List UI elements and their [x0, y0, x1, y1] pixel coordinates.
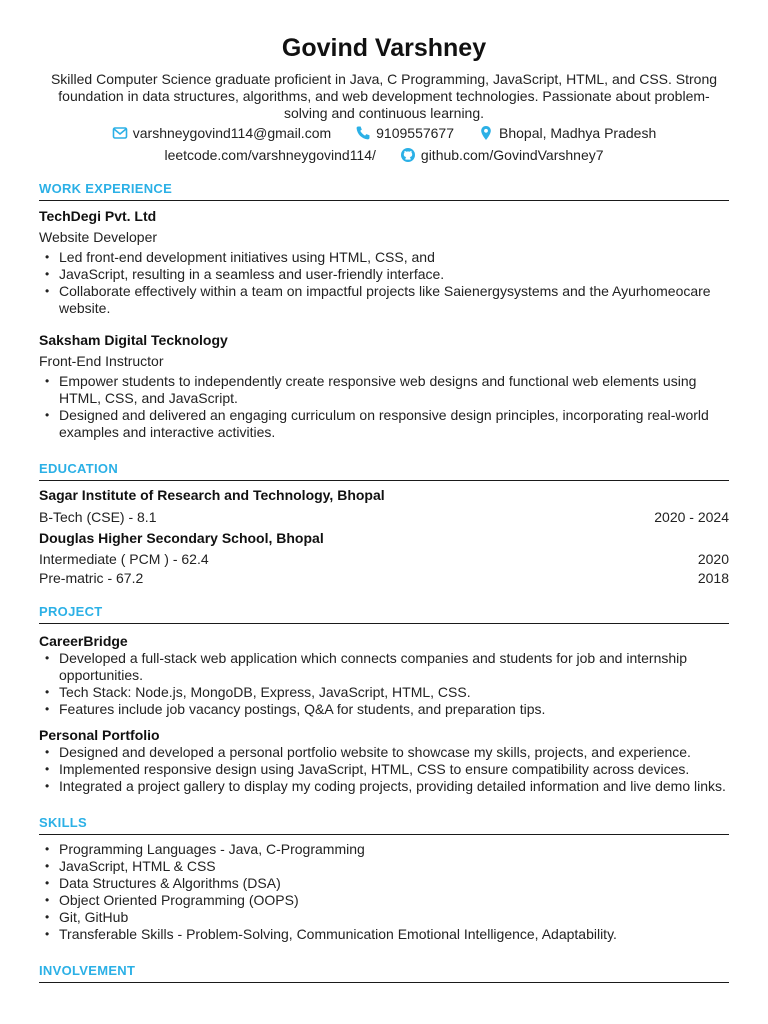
degree-date: 2020 - 2024: [654, 509, 729, 525]
project-bullets: [39, 650, 729, 718]
project-bullets: [39, 744, 729, 795]
list-item: • Empower students to independently create responsive web designs and functional web elements using HTML, CSS, and JavaScript.: [39, 373, 729, 407]
list-item: • Object Oriented Programming (OOPS): [39, 892, 729, 909]
list-item: • Developed a full-stack web application which connects companies and students for job and internship opportunities.: [39, 650, 729, 684]
envelope-icon: [112, 125, 128, 141]
list-item: • Tech Stack: Node.js, MongoDB, Express, JavaScript, HTML, CSS.: [39, 684, 729, 701]
degree-label: Intermediate ( PCM ) - 62.4: [39, 551, 209, 567]
job-bullets: [39, 249, 729, 317]
list-item: • Features include job vacancy postings, Q&A for students, and preparation tips.: [39, 701, 729, 718]
list-item: • Programming Languages - Java, C-Programming: [39, 841, 729, 858]
project-name: Personal Portfolio: [39, 727, 160, 743]
github-icon: [400, 147, 416, 163]
section-title-education: EDUCATION: [39, 461, 729, 481]
contact-row-links: [39, 147, 729, 163]
candidate-name: Govind Varshney: [281, 34, 487, 62]
job-role: Front-End Instructor: [39, 353, 164, 369]
degree-label: B-Tech (CSE) - 8.1: [39, 509, 157, 525]
degree-date: 2018: [697, 570, 729, 586]
leetcode-text: leetcode.com/varshneygovind114/: [164, 147, 376, 163]
location-item: [478, 125, 656, 141]
education-entry: [39, 509, 729, 525]
skills-bullets: [39, 841, 729, 943]
list-item: • JavaScript, resulting in a seamless and user-friendly interface.: [39, 266, 729, 283]
contact-row-primary: [39, 125, 729, 141]
phone-text: 9109557677: [376, 125, 455, 141]
list-item: • Designed and developed a personal portfolio website to showcase my skills, projects, and experience.: [39, 744, 729, 761]
github-link[interactable]: [400, 147, 604, 163]
map-pin-icon: [478, 125, 494, 141]
list-item: • Implemented responsive design using JavaScript, HTML, CSS to ensure compatibility across devices.: [39, 761, 729, 778]
job-bullets: [39, 373, 729, 441]
phone-item[interactable]: [355, 125, 454, 141]
project-name: CareerBridge: [39, 633, 128, 649]
email-text: varshneygovind114@gmail.com: [132, 125, 332, 141]
degree-date: 2020: [697, 551, 729, 567]
degree-label: Pre-matric - 67.2: [39, 570, 144, 586]
school-name: Sagar Institute of Research and Technology, Bhopal: [39, 487, 385, 503]
email-item[interactable]: [112, 125, 331, 141]
list-item: • Designed and delivered an engaging curriculum on responsive design principles, incorporating real-world examples and interactive activities.: [39, 407, 729, 441]
section-title-project: PROJECT: [39, 604, 729, 624]
location-text: Bhopal, Madhya Pradesh: [499, 125, 657, 141]
school-name: Douglas Higher Secondary School, Bhopal: [39, 530, 324, 546]
list-item: • Integrated a project gallery to display my coding projects, providing detailed information and live demo links.: [39, 778, 729, 795]
education-entry: [39, 551, 729, 567]
section-title-skills: SKILLS: [39, 815, 729, 835]
list-item: • Data Structures & Algorithms (DSA): [39, 875, 729, 892]
education-entry: [39, 570, 729, 586]
list-item: • JavaScript, HTML & CSS: [39, 858, 729, 875]
job-company: TechDegi Pvt. Ltd: [39, 208, 157, 224]
job-role: Website Developer: [39, 229, 158, 245]
github-text: github.com/GovindVarshney7: [420, 147, 604, 163]
job-company: Saksham Digital Tecknology: [39, 332, 228, 348]
section-title-work: WORK EXPERIENCE: [39, 181, 729, 201]
phone-icon: [355, 125, 371, 141]
list-item: • Collaborate effectively within a team on impactful projects like Saienergysystems and the Ayurhomeocare website.: [39, 283, 729, 317]
leetcode-link[interactable]: [164, 147, 375, 163]
section-title-involvement: INVOLVEMENT: [39, 963, 729, 983]
list-item: • Transferable Skills - Problem-Solving, Communication Emotional Intelligence, Adaptability.: [39, 926, 729, 943]
summary-text: Skilled Computer Science graduate proficient in Java, C Programming, JavaScript, HTML, and CSS. Strong foundation in data structures, algorithms, and web development technologies. Passionate about problem-solving and continuous learning.: [50, 71, 718, 121]
list-item: • Git, GitHub: [39, 909, 729, 926]
list-item: • Led front-end development initiatives using HTML, CSS, and: [39, 249, 729, 266]
